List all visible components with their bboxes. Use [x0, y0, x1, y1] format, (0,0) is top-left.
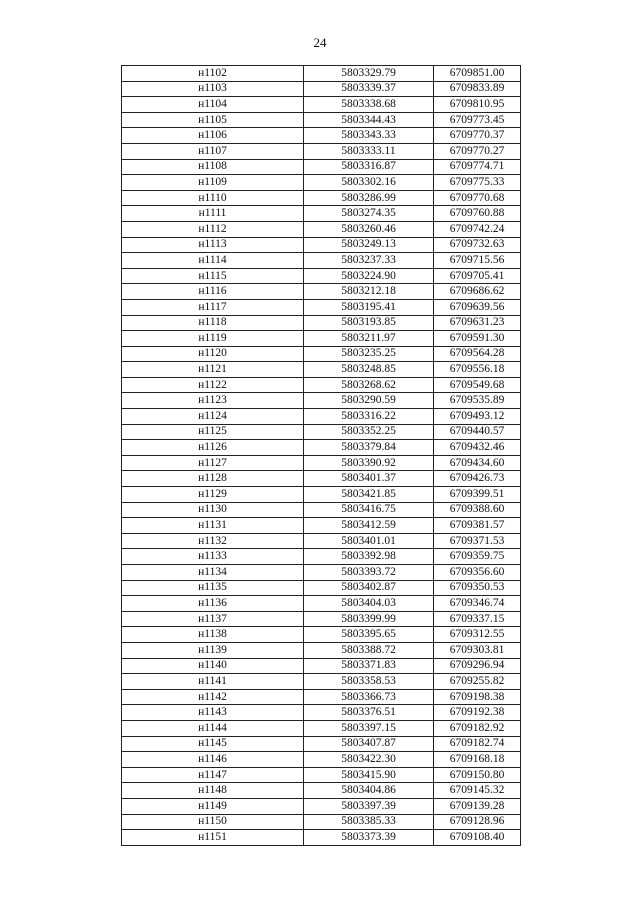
table-row [122, 393, 521, 409]
coordinates-table-body [122, 66, 521, 846]
x-coordinate-cell: 5803401.01 [304, 533, 434, 549]
table-row [122, 409, 521, 425]
point-id-cell: н1131 [122, 518, 304, 534]
x-coordinate-cell: 5803237.33 [304, 253, 434, 269]
table-row [122, 268, 521, 284]
x-coordinate-cell: 5803397.15 [304, 720, 434, 736]
point-id-cell: н1102 [122, 66, 304, 82]
y-coordinate-cell: 6709774.71 [434, 159, 521, 175]
table-row [122, 440, 521, 456]
y-coordinate-cell: 6709770.68 [434, 190, 521, 206]
y-coordinate-cell: 6709150.80 [434, 767, 521, 783]
y-coordinate-cell: 6709432.46 [434, 440, 521, 456]
point-id-cell: н1114 [122, 253, 304, 269]
point-id-cell: н1115 [122, 268, 304, 284]
table-row [122, 642, 521, 658]
x-coordinate-cell: 5803302.16 [304, 175, 434, 191]
y-coordinate-cell: 6709434.60 [434, 455, 521, 471]
point-id-cell: н1144 [122, 720, 304, 736]
table-row [122, 720, 521, 736]
point-id-cell: н1142 [122, 689, 304, 705]
table-row [122, 128, 521, 144]
x-coordinate-cell: 5803421.85 [304, 487, 434, 503]
point-id-cell: н1106 [122, 128, 304, 144]
x-coordinate-cell: 5803358.53 [304, 674, 434, 690]
point-id-cell: н1148 [122, 783, 304, 799]
y-coordinate-cell: 6709381.57 [434, 518, 521, 534]
table-row [122, 159, 521, 175]
y-coordinate-cell: 6709296.94 [434, 658, 521, 674]
x-coordinate-cell: 5803416.75 [304, 502, 434, 518]
x-coordinate-cell: 5803260.46 [304, 221, 434, 237]
table-row [122, 783, 521, 799]
y-coordinate-cell: 6709440.57 [434, 424, 521, 440]
table-row [122, 502, 521, 518]
x-coordinate-cell: 5803211.97 [304, 331, 434, 347]
point-id-cell: н1133 [122, 549, 304, 565]
point-id-cell: н1119 [122, 331, 304, 347]
y-coordinate-cell: 6709337.15 [434, 611, 521, 627]
x-coordinate-cell: 5803404.86 [304, 783, 434, 799]
y-coordinate-cell: 6709371.53 [434, 533, 521, 549]
x-coordinate-cell: 5803339.37 [304, 81, 434, 97]
point-id-cell: н1105 [122, 112, 304, 128]
point-id-cell: н1118 [122, 315, 304, 331]
x-coordinate-cell: 5803407.87 [304, 736, 434, 752]
x-coordinate-cell: 5803343.33 [304, 128, 434, 144]
x-coordinate-cell: 5803388.72 [304, 642, 434, 658]
x-coordinate-cell: 5803376.51 [304, 705, 434, 721]
x-coordinate-cell: 5803412.59 [304, 518, 434, 534]
table-row [122, 471, 521, 487]
y-coordinate-cell: 6709564.28 [434, 346, 521, 362]
x-coordinate-cell: 5803329.79 [304, 66, 434, 82]
point-id-cell: н1139 [122, 642, 304, 658]
point-id-cell: н1110 [122, 190, 304, 206]
table-row [122, 565, 521, 581]
x-coordinate-cell: 5803371.83 [304, 658, 434, 674]
coordinates-table [121, 65, 521, 846]
table-row [122, 112, 521, 128]
point-id-cell: н1113 [122, 237, 304, 253]
table-row [122, 97, 521, 113]
y-coordinate-cell: 6709182.92 [434, 720, 521, 736]
point-id-cell: н1112 [122, 221, 304, 237]
table-row [122, 611, 521, 627]
y-coordinate-cell: 6709535.89 [434, 393, 521, 409]
table-row [122, 752, 521, 768]
x-coordinate-cell: 5803286.99 [304, 190, 434, 206]
y-coordinate-cell: 6709145.32 [434, 783, 521, 799]
table-row [122, 175, 521, 191]
table-row [122, 190, 521, 206]
point-id-cell: н1122 [122, 377, 304, 393]
x-coordinate-cell: 5803316.87 [304, 159, 434, 175]
table-row [122, 767, 521, 783]
table-row [122, 424, 521, 440]
y-coordinate-cell: 6709549.68 [434, 377, 521, 393]
y-coordinate-cell: 6709108.40 [434, 830, 521, 846]
point-id-cell: н1108 [122, 159, 304, 175]
y-coordinate-cell: 6709426.73 [434, 471, 521, 487]
table-row [122, 627, 521, 643]
table-row [122, 736, 521, 752]
x-coordinate-cell: 5803393.72 [304, 565, 434, 581]
point-id-cell: н1147 [122, 767, 304, 783]
x-coordinate-cell: 5803373.39 [304, 830, 434, 846]
y-coordinate-cell: 6709128.96 [434, 814, 521, 830]
point-id-cell: н1132 [122, 533, 304, 549]
y-coordinate-cell: 6709356.60 [434, 565, 521, 581]
table-row [122, 377, 521, 393]
y-coordinate-cell: 6709198.38 [434, 689, 521, 705]
y-coordinate-cell: 6709775.33 [434, 175, 521, 191]
x-coordinate-cell: 5803344.43 [304, 112, 434, 128]
y-coordinate-cell: 6709742.24 [434, 221, 521, 237]
table-row [122, 689, 521, 705]
y-coordinate-cell: 6709732.63 [434, 237, 521, 253]
table-row [122, 487, 521, 503]
y-coordinate-cell: 6709359.75 [434, 549, 521, 565]
x-coordinate-cell: 5803235.25 [304, 346, 434, 362]
y-coordinate-cell: 6709346.74 [434, 596, 521, 612]
y-coordinate-cell: 6709705.41 [434, 268, 521, 284]
x-coordinate-cell: 5803195.41 [304, 299, 434, 315]
point-id-cell: н1127 [122, 455, 304, 471]
point-id-cell: н1109 [122, 175, 304, 191]
point-id-cell: н1130 [122, 502, 304, 518]
y-coordinate-cell: 6709399.51 [434, 487, 521, 503]
point-id-cell: н1124 [122, 409, 304, 425]
point-id-cell: н1111 [122, 206, 304, 222]
point-id-cell: н1117 [122, 299, 304, 315]
table-row [122, 206, 521, 222]
table-row [122, 362, 521, 378]
y-coordinate-cell: 6709192.38 [434, 705, 521, 721]
y-coordinate-cell: 6709770.27 [434, 143, 521, 159]
point-id-cell: н1128 [122, 471, 304, 487]
point-id-cell: н1129 [122, 487, 304, 503]
x-coordinate-cell: 5803248.85 [304, 362, 434, 378]
y-coordinate-cell: 6709350.53 [434, 580, 521, 596]
point-id-cell: н1107 [122, 143, 304, 159]
table-row [122, 253, 521, 269]
table-row [122, 299, 521, 315]
table-row [122, 596, 521, 612]
point-id-cell: н1121 [122, 362, 304, 378]
point-id-cell: н1126 [122, 440, 304, 456]
table-row [122, 674, 521, 690]
page-number: 24 [313, 35, 327, 50]
table-row [122, 580, 521, 596]
point-id-cell: н1145 [122, 736, 304, 752]
y-coordinate-cell: 6709556.18 [434, 362, 521, 378]
x-coordinate-cell: 5803290.59 [304, 393, 434, 409]
y-coordinate-cell: 6709810.95 [434, 97, 521, 113]
y-coordinate-cell: 6709833.89 [434, 81, 521, 97]
x-coordinate-cell: 5803333.11 [304, 143, 434, 159]
table-row [122, 518, 521, 534]
table-row [122, 315, 521, 331]
x-coordinate-cell: 5803385.33 [304, 814, 434, 830]
x-coordinate-cell: 5803399.99 [304, 611, 434, 627]
point-id-cell: н1143 [122, 705, 304, 721]
y-coordinate-cell: 6709631.23 [434, 315, 521, 331]
table-row [122, 705, 521, 721]
y-coordinate-cell: 6709255.82 [434, 674, 521, 690]
x-coordinate-cell: 5803415.90 [304, 767, 434, 783]
point-id-cell: н1134 [122, 565, 304, 581]
table-row [122, 549, 521, 565]
point-id-cell: н1123 [122, 393, 304, 409]
table-row [122, 66, 521, 82]
point-id-cell: н1140 [122, 658, 304, 674]
x-coordinate-cell: 5803268.62 [304, 377, 434, 393]
table-row [122, 221, 521, 237]
x-coordinate-cell: 5803379.84 [304, 440, 434, 456]
y-coordinate-cell: 6709182.74 [434, 736, 521, 752]
y-coordinate-cell: 6709303.81 [434, 642, 521, 658]
x-coordinate-cell: 5803352.25 [304, 424, 434, 440]
y-coordinate-cell: 6709686.62 [434, 284, 521, 300]
x-coordinate-cell: 5803224.90 [304, 268, 434, 284]
x-coordinate-cell: 5803193.85 [304, 315, 434, 331]
point-id-cell: н1136 [122, 596, 304, 612]
point-id-cell: н1141 [122, 674, 304, 690]
point-id-cell: н1137 [122, 611, 304, 627]
table-row [122, 331, 521, 347]
x-coordinate-cell: 5803392.98 [304, 549, 434, 565]
y-coordinate-cell: 6709139.28 [434, 798, 521, 814]
y-coordinate-cell: 6709639.56 [434, 299, 521, 315]
y-coordinate-cell: 6709773.45 [434, 112, 521, 128]
x-coordinate-cell: 5803316.22 [304, 409, 434, 425]
y-coordinate-cell: 6709591.30 [434, 331, 521, 347]
x-coordinate-cell: 5803401.37 [304, 471, 434, 487]
x-coordinate-cell: 5803422.30 [304, 752, 434, 768]
point-id-cell: н1103 [122, 81, 304, 97]
x-coordinate-cell: 5803274.35 [304, 206, 434, 222]
y-coordinate-cell: 6709715.56 [434, 253, 521, 269]
point-id-cell: н1125 [122, 424, 304, 440]
table-row [122, 455, 521, 471]
point-id-cell: н1135 [122, 580, 304, 596]
x-coordinate-cell: 5803402.87 [304, 580, 434, 596]
table-row [122, 798, 521, 814]
table-row [122, 284, 521, 300]
y-coordinate-cell: 6709770.37 [434, 128, 521, 144]
point-id-cell: н1116 [122, 284, 304, 300]
x-coordinate-cell: 5803390.92 [304, 455, 434, 471]
point-id-cell: н1146 [122, 752, 304, 768]
point-id-cell: н1138 [122, 627, 304, 643]
y-coordinate-cell: 6709312.55 [434, 627, 521, 643]
y-coordinate-cell: 6709851.00 [434, 66, 521, 82]
point-id-cell: н1150 [122, 814, 304, 830]
x-coordinate-cell: 5803249.13 [304, 237, 434, 253]
x-coordinate-cell: 5803404.03 [304, 596, 434, 612]
table-row [122, 658, 521, 674]
table-row [122, 830, 521, 846]
table-row [122, 143, 521, 159]
point-id-cell: н1104 [122, 97, 304, 113]
x-coordinate-cell: 5803366.73 [304, 689, 434, 705]
point-id-cell: н1120 [122, 346, 304, 362]
x-coordinate-cell: 5803212.18 [304, 284, 434, 300]
table-row [122, 346, 521, 362]
x-coordinate-cell: 5803395.65 [304, 627, 434, 643]
point-id-cell: н1151 [122, 830, 304, 846]
x-coordinate-cell: 5803397.39 [304, 798, 434, 814]
y-coordinate-cell: 6709493.12 [434, 409, 521, 425]
table-row [122, 237, 521, 253]
table-row [122, 533, 521, 549]
table-row [122, 81, 521, 97]
table-row [122, 814, 521, 830]
y-coordinate-cell: 6709388.60 [434, 502, 521, 518]
y-coordinate-cell: 6709168.18 [434, 752, 521, 768]
y-coordinate-cell: 6709760.88 [434, 206, 521, 222]
x-coordinate-cell: 5803338.68 [304, 97, 434, 113]
point-id-cell: н1149 [122, 798, 304, 814]
